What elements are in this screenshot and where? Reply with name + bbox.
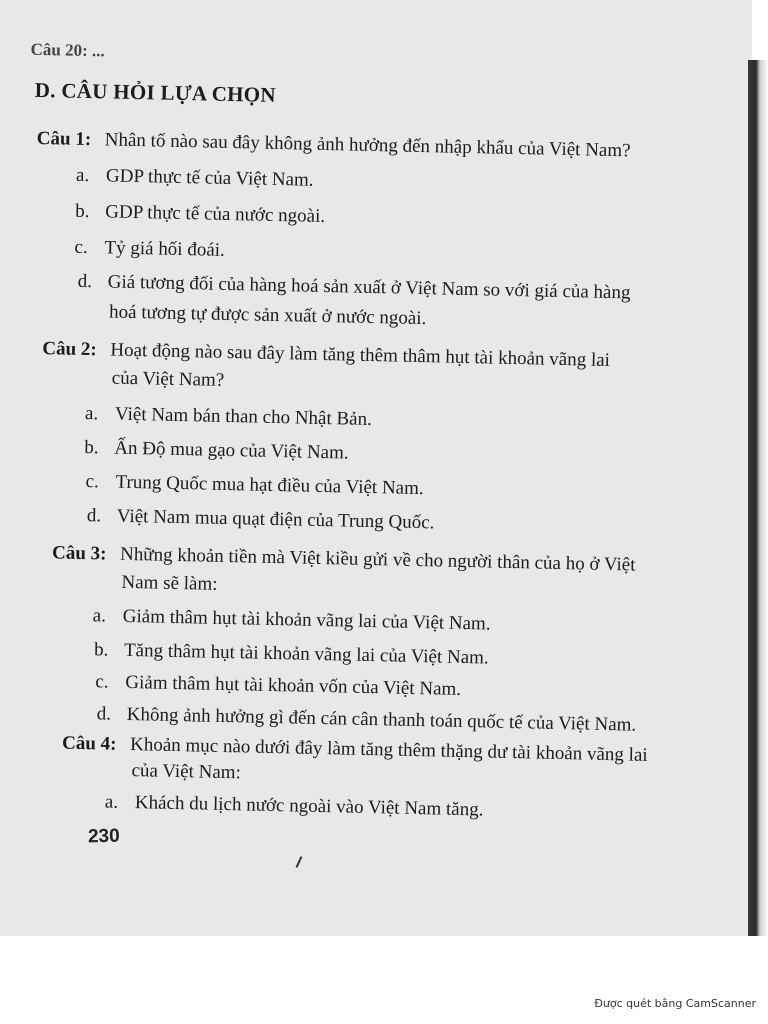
- option-text: Giá tương đối của hàng hoá sản xuất ở Việt Nam so với giá của hàng: [107, 271, 631, 304]
- option-text: GDP thực tế của nước ngoài.: [105, 201, 326, 227]
- question-1-label: Câu 1:: [36, 127, 92, 151]
- option-text: Trung Quốc mua hạt điều của Việt Nam.: [115, 471, 424, 500]
- question-1-option-d: [78, 271, 631, 305]
- option-text: Khách du lịch nước ngoài vào Việt Nam tăng.: [134, 792, 484, 821]
- option-letter: c.: [85, 471, 100, 493]
- option-letter: d.: [96, 703, 112, 725]
- question-3-option-b: [94, 639, 489, 669]
- option-letter: a.: [92, 605, 107, 627]
- option-text: Tăng thâm hụt tài khoản vãng lai của Việt Nam.: [123, 639, 489, 669]
- option-letter: b.: [93, 639, 109, 661]
- option-text: Việt Nam mua quạt điện của Trung Quốc.: [116, 505, 435, 534]
- camscanner-watermark: Được quét bằng CamScanner: [594, 997, 756, 1010]
- question-4-text: Khoản mục nào dưới đây làm tăng thêm thặng dư tài khoản vãng lai: [129, 734, 648, 766]
- option-letter: a.: [75, 164, 90, 187]
- question-4-text-continued: của Việt Nam:: [131, 760, 242, 784]
- question-3-option-c: [95, 671, 461, 701]
- question-4-option-a: [105, 792, 484, 822]
- question-2-label: Câu 2:: [42, 338, 97, 361]
- option-text: Giảm thâm hụt tài khoản vãng lai của Việt Nam.: [122, 605, 491, 635]
- option-text: Tỷ giá hối đoái.: [104, 237, 226, 261]
- question-3-text: Những khoản tiền mà Việt kiều gửi về cho người thân của họ ở Việt: [119, 543, 636, 576]
- option-text: Không ảnh hưởng gì đến cán cân thanh toán quốc tế của Việt Nam.: [126, 703, 637, 736]
- page-number: 230: [87, 825, 120, 848]
- question-2-option-b: [84, 437, 349, 465]
- question-2-text: Hoạt động nào sau đây làm tăng thêm thâm hụt tài khoản vãng lai: [110, 339, 611, 371]
- question-2-option-d: [87, 505, 435, 534]
- question-3-option-a: [93, 605, 491, 635]
- question-3-label: Câu 3:: [51, 542, 107, 565]
- cut-off-heading: Câu 20: ...: [30, 39, 105, 61]
- option-letter: a.: [84, 403, 99, 425]
- option-text: Ấn Độ mua gạo của Việt Nam.: [114, 437, 349, 464]
- question-1-option-b: [75, 201, 325, 228]
- question-2-option-a: [85, 403, 372, 431]
- option-text: Giảm thâm hụt tài khoản vốn của Việt Nam.: [125, 671, 462, 700]
- book-spine-shadow: [748, 60, 768, 936]
- option-letter: c.: [74, 236, 88, 259]
- option-letter: d.: [77, 270, 93, 293]
- question-1-option-c: [74, 237, 225, 262]
- question-4-label: Câu 4:: [61, 732, 117, 755]
- question-1-text: Nhân tố nào sau đây không ảnh hưởng đến nhập khẩu của Việt Nam?: [104, 129, 631, 162]
- question-3-option-d: [96, 703, 636, 736]
- option-letter: c.: [95, 671, 109, 693]
- question-3-text-continued: Nam sẽ làm:: [121, 571, 218, 595]
- question-1-option-d-continued: hoá tương tự được sản xuất ở nước ngoài.: [108, 301, 427, 330]
- option-text: GDP thực tế của Việt Nam.: [105, 165, 314, 191]
- option-text: Việt Nam bán than cho Nhật Bản.: [114, 403, 373, 431]
- section-title: D. CÂU HỎI LỰA CHỌN: [34, 77, 277, 107]
- question-2-text-continued: của Việt Nam?: [111, 367, 225, 391]
- option-letter: a.: [104, 791, 119, 813]
- question-1-option-a: [76, 165, 314, 192]
- option-letter: d.: [86, 505, 102, 527]
- option-letter: b.: [75, 200, 90, 223]
- question-2-option-c: [85, 471, 423, 500]
- option-letter: b.: [84, 437, 99, 459]
